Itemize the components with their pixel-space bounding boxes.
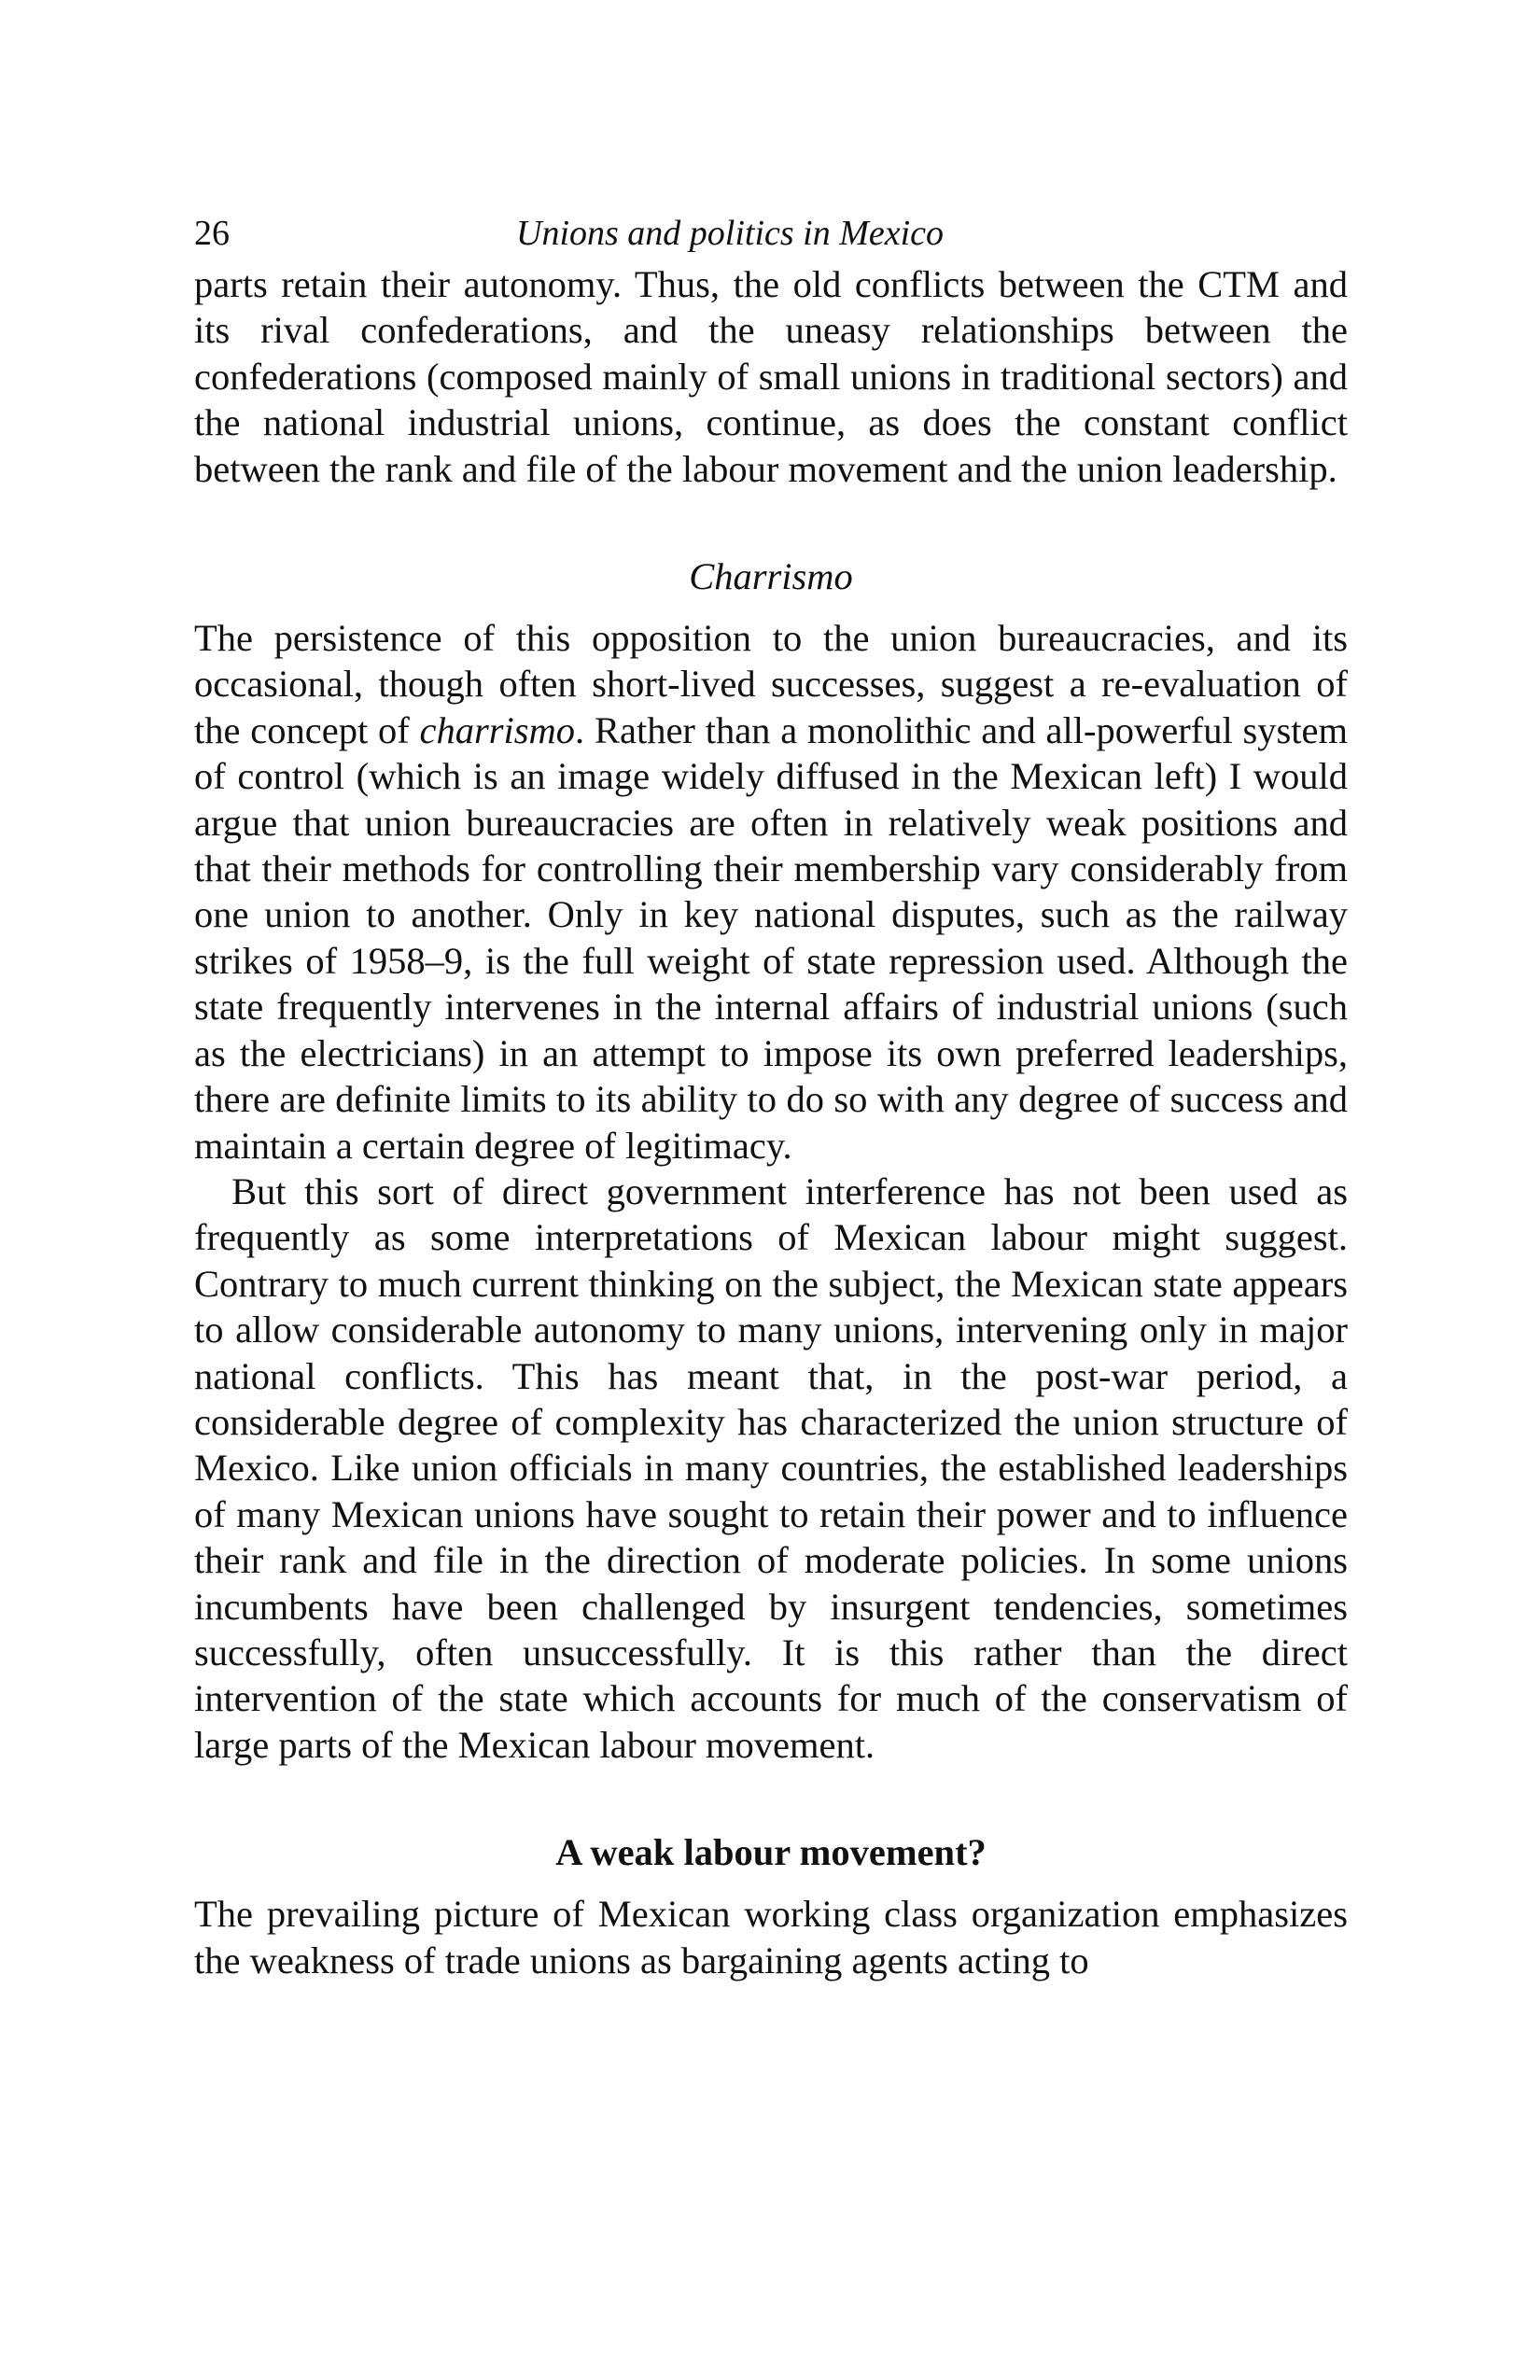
paragraph-government-interference: But this sort of direct government interference has not been used as frequently as some interpretations of Mexican labour might suggest. Contrary to much current thinking on the subject, the Mexican state appears to allow considerable autonomy to many unions, intervening only in major national conflicts. This has meant that, in the post-war period, a considerable degree of complexity has characterized the union structure of Mexico. Like union officials in many countries, the established leaderships of many Mexican unions have sought to retain their power and to influence their rank and file in the direction of moderate policies. In some unions incumbents have been challenged by insurgent tendencies, sometimes successfully, often unsuccessfully. It is this rather than the direct intervention of the state which accounts for much of the conservatism of large parts of the Mexican labour movement. (194, 1169, 1348, 1766)
running-head (194, 205, 1348, 261)
section-heading-charrismo: Charrismo (689, 555, 853, 598)
section-heading-weak-labour: A weak labour movement? (555, 1831, 987, 1874)
emphasis-term: charrismo (419, 708, 576, 751)
running-title: Unions and politics in Mexico (516, 214, 945, 253)
paragraph-charrismo-intro (194, 615, 1348, 1169)
paragraph-text: The persistence of this opposition to the union bureaucracies, and its occasional, though often short-lived successes, suggest a re-evaluation of the concept of (194, 617, 1348, 751)
book-page (194, 205, 1348, 1983)
page-number: 26 (194, 214, 230, 253)
paragraph-prevailing-picture: The prevailing picture of Mexican working class organization emphasizes the weakness of trade unions as bargaining agents acting to (194, 1893, 1348, 1981)
paragraph-continuation: parts retain their autonomy. Thus, the old conflicts between the CTM and its rival confederations, and the uneasy relationships between the confederations (composed mainly of small unions in traditional sectors) and the national industrial unions, continue, as does the constant conflict between the rank and file of the labour movement and the union leadership. (194, 263, 1348, 490)
paragraph-text: . Rather than a monolithic and all-powerful system of control (which is an image widely diffused in the Mexican left) I would argue that union bureaucracies are often in relatively weak positions and that their methods for controlling their membership vary considerably from one union to another. Only in key national disputes, such as the railway strikes of 1958–9, is the full weight of state repression used. Although the state frequently intervenes in the internal affairs of industrial unions (such as the electricians) in an attempt to impose its own preferred leaderships, there are definite limits to its ability to do so with any degree of success and maintain a certain degree of legitimacy. (194, 708, 1348, 1167)
